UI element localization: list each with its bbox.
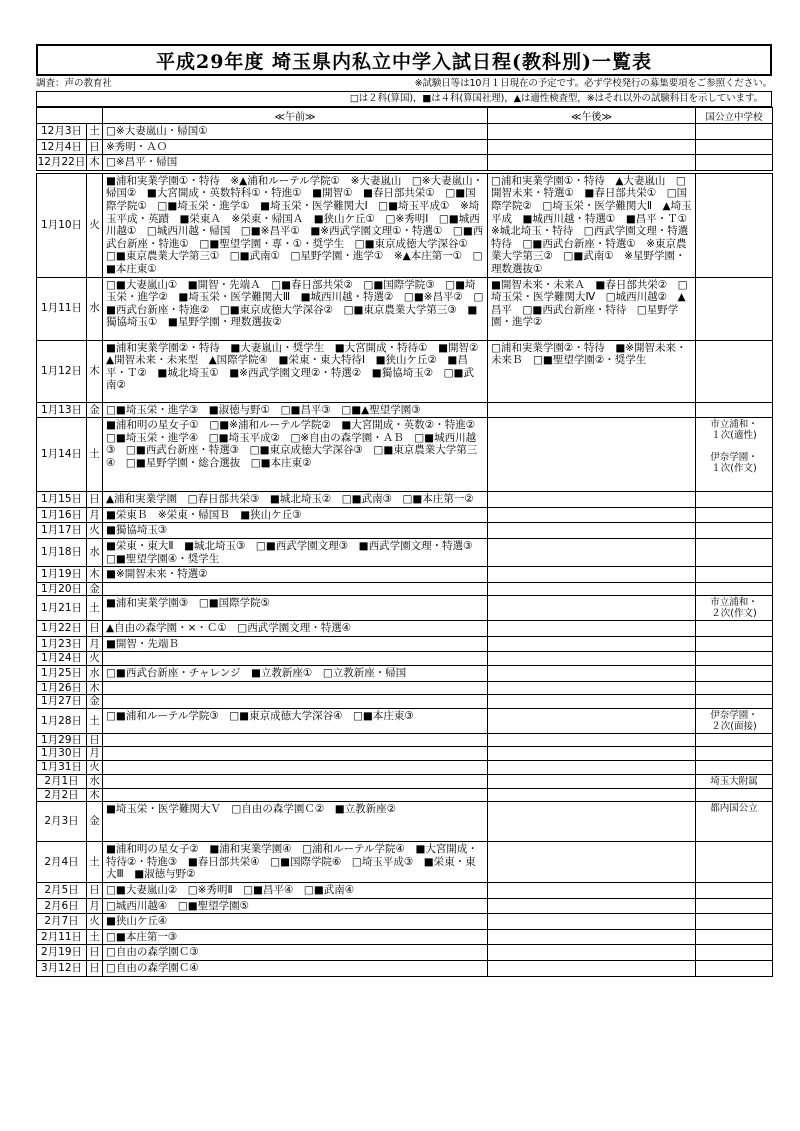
date-cell: 1月19日 (37, 567, 87, 583)
afternoon-exams-cell (488, 747, 696, 761)
table-row (37, 681, 773, 695)
weekday-cell: 土 (87, 124, 103, 140)
public-school-cell (696, 155, 773, 171)
afternoon-exams-cell (488, 945, 696, 961)
date-cell: 2月2日 (37, 788, 87, 802)
afternoon-exams-cell (488, 761, 696, 775)
afternoon-exams-cell (488, 418, 696, 492)
date-cell: 2月19日 (37, 945, 87, 961)
morning-exams-cell: ■浦和実業学園①・特待 ※▲浦和ルーテル学院① ※大妻嵐山 □※大妻嵐山・帰国② ■大宮開成・英数特科①・特進① ■開智① ■春日部共栄① □■国際学院① □■埼玉栄・進学① ■埼玉栄・医学難関大Ⅰ □■埼玉平成① ※埼玉平成・英蹟 ■栄東Ａ ※栄東・帰国Ａ ■狭山ケ丘① □※秀明Ⅰ □■城西川越① □城西川越・帰国 □■※昌平① ■※西武学園文理①・特選① □■西武台新座・特進① □■聖望学園・専・①・奨学生 □■東京成徳大学深谷① □■東京農業大学第三① □■武南① □星野学園・進学① ※▲本庄第一① □■本庄東① (103, 173, 488, 277)
afternoon-exams-cell (488, 402, 696, 418)
public-school-cell (696, 139, 773, 155)
table-row (37, 582, 773, 596)
date-cell: 1月26日 (37, 681, 87, 695)
afternoon-exams-cell (488, 652, 696, 666)
public-school-cell: 市立浦和・ ２次(作文) (696, 596, 773, 621)
date-cell: 1月11日 (37, 277, 87, 340)
weekday-cell: 土 (87, 596, 103, 621)
table-row (37, 708, 773, 733)
table-row (37, 666, 773, 682)
morning-exams-cell: ■獨協埼玉③ (103, 523, 488, 539)
weekday-cell: 水 (87, 774, 103, 788)
table-row (37, 695, 773, 709)
morning-exams-cell: □■埼玉栄・進学③ ■淑徳与野① □■昌平③ □■▲聖望学園③ (103, 402, 488, 418)
afternoon-exams-cell (488, 802, 696, 842)
date-cell: 1月29日 (37, 733, 87, 747)
table-row (37, 492, 773, 508)
morning-exams-cell: ■浦和明の星女子② ■浦和実業学園④ □浦和ルーテル学院④ ■大宮開成・特待②・特進③ ■春日部共栄④ □■国際学院⑥ □埼玉平成③ ■栄東・東大Ⅲ ■淑徳与野② (103, 842, 488, 883)
header-row (37, 108, 773, 124)
public-school-cell (696, 582, 773, 596)
public-school-cell: 市立浦和・ １次(適性) 伊奈学園・ １次(作文) (696, 418, 773, 492)
table-row (37, 652, 773, 666)
morning-exams-cell: □■浦和ルーテル学院③ □■東京成徳大学深谷④ □■本庄東③ (103, 708, 488, 733)
weekday-cell: 月 (87, 507, 103, 523)
public-school-cell (696, 277, 773, 340)
public-school-cell: 都内国公立 (696, 802, 773, 842)
table-row (37, 523, 773, 539)
afternoon-exams-cell (488, 733, 696, 747)
table-row (37, 340, 773, 402)
weekday-cell: 月 (87, 898, 103, 914)
table-row (37, 124, 773, 140)
date-cell: 1月17日 (37, 523, 87, 539)
afternoon-exams-cell (488, 636, 696, 652)
table-row (37, 945, 773, 961)
public-school-cell (696, 898, 773, 914)
table-row (37, 621, 773, 637)
afternoon-exams-cell (488, 139, 696, 155)
table-row (37, 733, 773, 747)
morning-exams-cell: ※秀明・ＡＯ (103, 139, 488, 155)
public-school-cell (696, 173, 773, 277)
afternoon-exams-cell (488, 155, 696, 171)
table-row (37, 277, 773, 340)
public-school-cell (696, 929, 773, 945)
public-school-cell (696, 636, 773, 652)
date-cell: 1月16日 (37, 507, 87, 523)
weekday-cell: 月 (87, 747, 103, 761)
afternoon-exams-cell (488, 774, 696, 788)
date-cell: 12月3日 (37, 124, 87, 140)
public-school-cell (696, 960, 773, 976)
afternoon-exams-cell (488, 695, 696, 709)
public-school-cell (696, 402, 773, 418)
morning-exams-cell: □自由の森学園Ｃ④ (103, 960, 488, 976)
date-cell: 2月5日 (37, 883, 87, 899)
morning-exams-cell: ■※開智未来・特選② (103, 567, 488, 583)
weekday-cell: 火 (87, 523, 103, 539)
table-row (37, 567, 773, 583)
header-public: 国公立中学校 (696, 108, 773, 124)
weekday-cell: 木 (87, 155, 103, 171)
weekday-cell: 土 (87, 418, 103, 492)
morning-exams-cell: □■本庄第一③ (103, 929, 488, 945)
public-school-cell (696, 492, 773, 508)
public-school-cell (696, 340, 773, 402)
weekday-cell: 火 (87, 761, 103, 775)
public-school-cell (696, 538, 773, 566)
table-row (37, 898, 773, 914)
date-cell: 2月3日 (37, 802, 87, 842)
table-row (37, 173, 773, 277)
date-cell: 2月6日 (37, 898, 87, 914)
morning-exams-cell: □※大妻嵐山・帰国① (103, 124, 488, 140)
morning-exams-cell: □城西川越④ □■聖望学園⑤ (103, 898, 488, 914)
weekday-cell: 火 (87, 173, 103, 277)
table-row (37, 883, 773, 899)
survey-credit: 調査：声の教育社 (36, 78, 113, 89)
morning-exams-cell: ■浦和実業学園③ □■国際学院⑤ (103, 596, 488, 621)
date-cell: 12月22日 (37, 155, 87, 171)
weekday-cell: 日 (87, 945, 103, 961)
morning-exams-cell (103, 747, 488, 761)
public-school-cell (696, 523, 773, 539)
date-cell: 1月15日 (37, 492, 87, 508)
date-cell: 3月12日 (37, 960, 87, 976)
morning-exams-cell (103, 761, 488, 775)
public-school-cell (696, 761, 773, 775)
table-row (37, 507, 773, 523)
afternoon-exams-cell (488, 681, 696, 695)
morning-exams-cell (103, 733, 488, 747)
table-row (37, 636, 773, 652)
weekday-cell: 日 (87, 883, 103, 899)
date-cell: 1月10日 (37, 173, 87, 277)
schedule-rows (37, 124, 773, 977)
public-school-cell (696, 883, 773, 899)
weekday-cell: 金 (87, 582, 103, 596)
morning-exams-cell: □※昌平・帰国 (103, 155, 488, 171)
table-row (37, 788, 773, 802)
morning-exams-cell: ▲自由の森学園・×・Ｃ① □西武学園文理・特選④ (103, 621, 488, 637)
weekday-cell: 水 (87, 277, 103, 340)
table-row (37, 960, 773, 976)
date-cell: 2月1日 (37, 774, 87, 788)
afternoon-exams-cell (488, 582, 696, 596)
meta-line (36, 77, 772, 91)
afternoon-exams-cell: □浦和実業学園②・特待 ■※開智未来・未来Ｂ □■聖望学園②・奨学生 (488, 340, 696, 402)
weekday-cell: 日 (87, 139, 103, 155)
public-school-cell (696, 666, 773, 682)
weekday-cell: 木 (87, 788, 103, 802)
morning-exams-cell (103, 788, 488, 802)
date-cell: 1月12日 (37, 340, 87, 402)
date-cell: 1月24日 (37, 652, 87, 666)
afternoon-exams-cell (488, 708, 696, 733)
morning-exams-cell (103, 652, 488, 666)
date-cell: 2月4日 (37, 842, 87, 883)
afternoon-exams-cell (488, 788, 696, 802)
public-school-cell (696, 842, 773, 883)
public-school-cell (696, 621, 773, 637)
public-school-cell (696, 945, 773, 961)
afternoon-exams-cell (488, 898, 696, 914)
table-row (37, 802, 773, 842)
weekday-cell: 日 (87, 492, 103, 508)
morning-exams-cell (103, 681, 488, 695)
weekday-cell: 日 (87, 621, 103, 637)
header-am: ≪午前≫ (103, 108, 488, 124)
afternoon-exams-cell (488, 883, 696, 899)
afternoon-exams-cell: □浦和実業学園①・特待 ▲大妻嵐山 □開智未来・特選① ■春日部共栄① □国際学院② □埼玉栄・医学難関大Ⅱ ▲埼玉平成 ■城西川越・特選① ■昌平・Ｔ① ※城北埼玉・特待 □西武学園文理・特選特待 □■西武台新座・特選① ※東京農業大学第三② □■武南① ※星野学園・理数選抜① (488, 173, 696, 277)
morning-exams-cell: ■栄東Ｂ ※栄東・帰国Ｂ ■狭山ケ丘③ (103, 507, 488, 523)
public-school-cell (696, 124, 773, 140)
afternoon-exams-cell (488, 929, 696, 945)
date-cell: 2月7日 (37, 914, 87, 930)
table-row (37, 596, 773, 621)
page-title: 平成29年度 埼玉県内私立中学入試日程(教科別)一覧表 (36, 44, 772, 76)
afternoon-exams-cell (488, 596, 696, 621)
morning-exams-cell (103, 695, 488, 709)
table-row (37, 747, 773, 761)
weekday-cell: 火 (87, 914, 103, 930)
weekday-cell: 日 (87, 960, 103, 976)
morning-exams-cell: ■開智・先端Ｂ (103, 636, 488, 652)
morning-exams-cell: ■埼玉栄・医学難関大Ｖ □自由の森学園Ｃ② ■立教新座② (103, 802, 488, 842)
public-school-cell (696, 788, 773, 802)
afternoon-exams-cell (488, 507, 696, 523)
date-cell: 1月23日 (37, 636, 87, 652)
table-row (37, 139, 773, 155)
weekday-cell: 木 (87, 681, 103, 695)
public-school-cell (696, 681, 773, 695)
date-cell: 1月13日 (37, 402, 87, 418)
morning-exams-cell: ■浦和実業学園②・特待 ■大妻嵐山・奨学生 ■大宮開成・特待① ■開智② ▲開智未来・未来型 ▲国際学院④ ■栄東・東大特待Ⅰ ■狭山ケ丘② ■昌平・Ｔ② ■城北埼玉① ■※西武学園文理②・特選② ■獨協埼玉② □■武南② (103, 340, 488, 402)
date-cell: 2月11日 (37, 929, 87, 945)
morning-exams-cell: ▲浦和実業学園 □春日部共栄③ ■城北埼玉② □■武南③ □■本庄第一② (103, 492, 488, 508)
weekday-cell: 土 (87, 842, 103, 883)
date-cell: 12月4日 (37, 139, 87, 155)
weekday-cell: 金 (87, 802, 103, 842)
afternoon-exams-cell (488, 567, 696, 583)
date-cell: 1月27日 (37, 695, 87, 709)
weekday-cell: 木 (87, 567, 103, 583)
afternoon-exams-cell (488, 523, 696, 539)
date-cell: 1月18日 (37, 538, 87, 566)
public-school-cell (696, 695, 773, 709)
afternoon-exams-cell (488, 960, 696, 976)
table-row (37, 155, 773, 171)
public-school-cell (696, 914, 773, 930)
public-school-cell (696, 567, 773, 583)
date-cell: 1月20日 (37, 582, 87, 596)
table-row (37, 418, 773, 492)
public-school-cell (696, 747, 773, 761)
weekday-cell: 日 (87, 733, 103, 747)
weekday-cell: 水 (87, 666, 103, 682)
morning-exams-cell: ■狭山ケ丘④ (103, 914, 488, 930)
public-school-cell: 伊奈学園・ ２次(面接) (696, 708, 773, 733)
table-row (37, 538, 773, 566)
afternoon-exams-cell (488, 492, 696, 508)
table-row (37, 761, 773, 775)
date-cell: 1月21日 (37, 596, 87, 621)
header-pm: ≪午後≫ (488, 108, 696, 124)
morning-exams-cell: □■大妻嵐山② □※秀明Ⅱ □■昌平④ □■武南④ (103, 883, 488, 899)
date-cell: 1月22日 (37, 621, 87, 637)
public-school-cell: 埼玉大附属 (696, 774, 773, 788)
date-cell: 1月30日 (37, 747, 87, 761)
table-row (37, 842, 773, 883)
weekday-cell: 土 (87, 929, 103, 945)
morning-exams-cell (103, 582, 488, 596)
table-row (37, 774, 773, 788)
morning-exams-cell: □■大妻嵐山① ■開智・先端Ａ □■春日部共栄② □■国際学院③ □■埼玉栄・進学② ■埼玉栄・医学難関大Ⅲ ■城西川越・特選② □■※昌平② □■西武台新座・特進② □■東京成徳大学深谷② □■東京農業大学第三③ ■獨協埼玉① ■星野学園・理数選抜② (103, 277, 488, 340)
morning-exams-cell: ■浦和明の星女子① □■※浦和ルーテル学院② ■大宮開成・英数②・特進② □■埼玉栄・進学④ □■埼玉平成② □※自由の森学園・ＡＢ □■城西川越③ □■西武台新座・特選③ □■東京成徳大学深谷③ □■東京農業大学第三④ □■星野学園・総合選抜 □■本庄東② (103, 418, 488, 492)
morning-exams-cell (103, 774, 488, 788)
morning-exams-cell: □自由の森学園Ｃ③ (103, 945, 488, 961)
afternoon-exams-cell: ■開智未来・未来Ａ ■春日部共栄② □埼玉栄・医学難関大Ⅳ □城西川越② ▲昌平 □■西武台新座・特待 □星野学園・進学② (488, 277, 696, 340)
afternoon-exams-cell (488, 538, 696, 566)
afternoon-exams-cell (488, 914, 696, 930)
afternoon-exams-cell (488, 621, 696, 637)
table-row (37, 929, 773, 945)
weekday-cell: 水 (87, 538, 103, 566)
date-cell: 1月28日 (37, 708, 87, 733)
date-cell: 1月25日 (37, 666, 87, 682)
table-row (37, 402, 773, 418)
weekday-cell: 金 (87, 402, 103, 418)
disclaimer-note: ※試験日等は10月１日現在の予定です。必ず学校発行の募集要項をご参照ください。 (414, 78, 772, 89)
weekday-cell: 金 (87, 695, 103, 709)
public-school-cell (696, 507, 773, 523)
morning-exams-cell: ■栄東・東大Ⅱ ■城北埼玉③ □■西武学園文理③ ■西武学園文理・特選③ □■聖望学園④・奨学生 (103, 538, 488, 566)
schedule-page (36, 44, 772, 977)
legend: □は２科(算国)，■は４科(算国社理)，▲は適性検査型，※はそれ以外の試験科目を示しています。 (36, 91, 772, 107)
schedule-table (36, 107, 773, 977)
public-school-cell (696, 652, 773, 666)
afternoon-exams-cell (488, 124, 696, 140)
table-row (37, 914, 773, 930)
weekday-cell: 火 (87, 652, 103, 666)
weekday-cell: 土 (87, 708, 103, 733)
afternoon-exams-cell (488, 842, 696, 883)
weekday-cell: 月 (87, 636, 103, 652)
header-date (37, 108, 103, 124)
public-school-cell (696, 733, 773, 747)
morning-exams-cell: □■西武台新座・チャレンジ ■立教新座① □立教新座・帰国 (103, 666, 488, 682)
date-cell: 1月14日 (37, 418, 87, 492)
date-cell: 1月31日 (37, 761, 87, 775)
weekday-cell: 木 (87, 340, 103, 402)
afternoon-exams-cell (488, 666, 696, 682)
